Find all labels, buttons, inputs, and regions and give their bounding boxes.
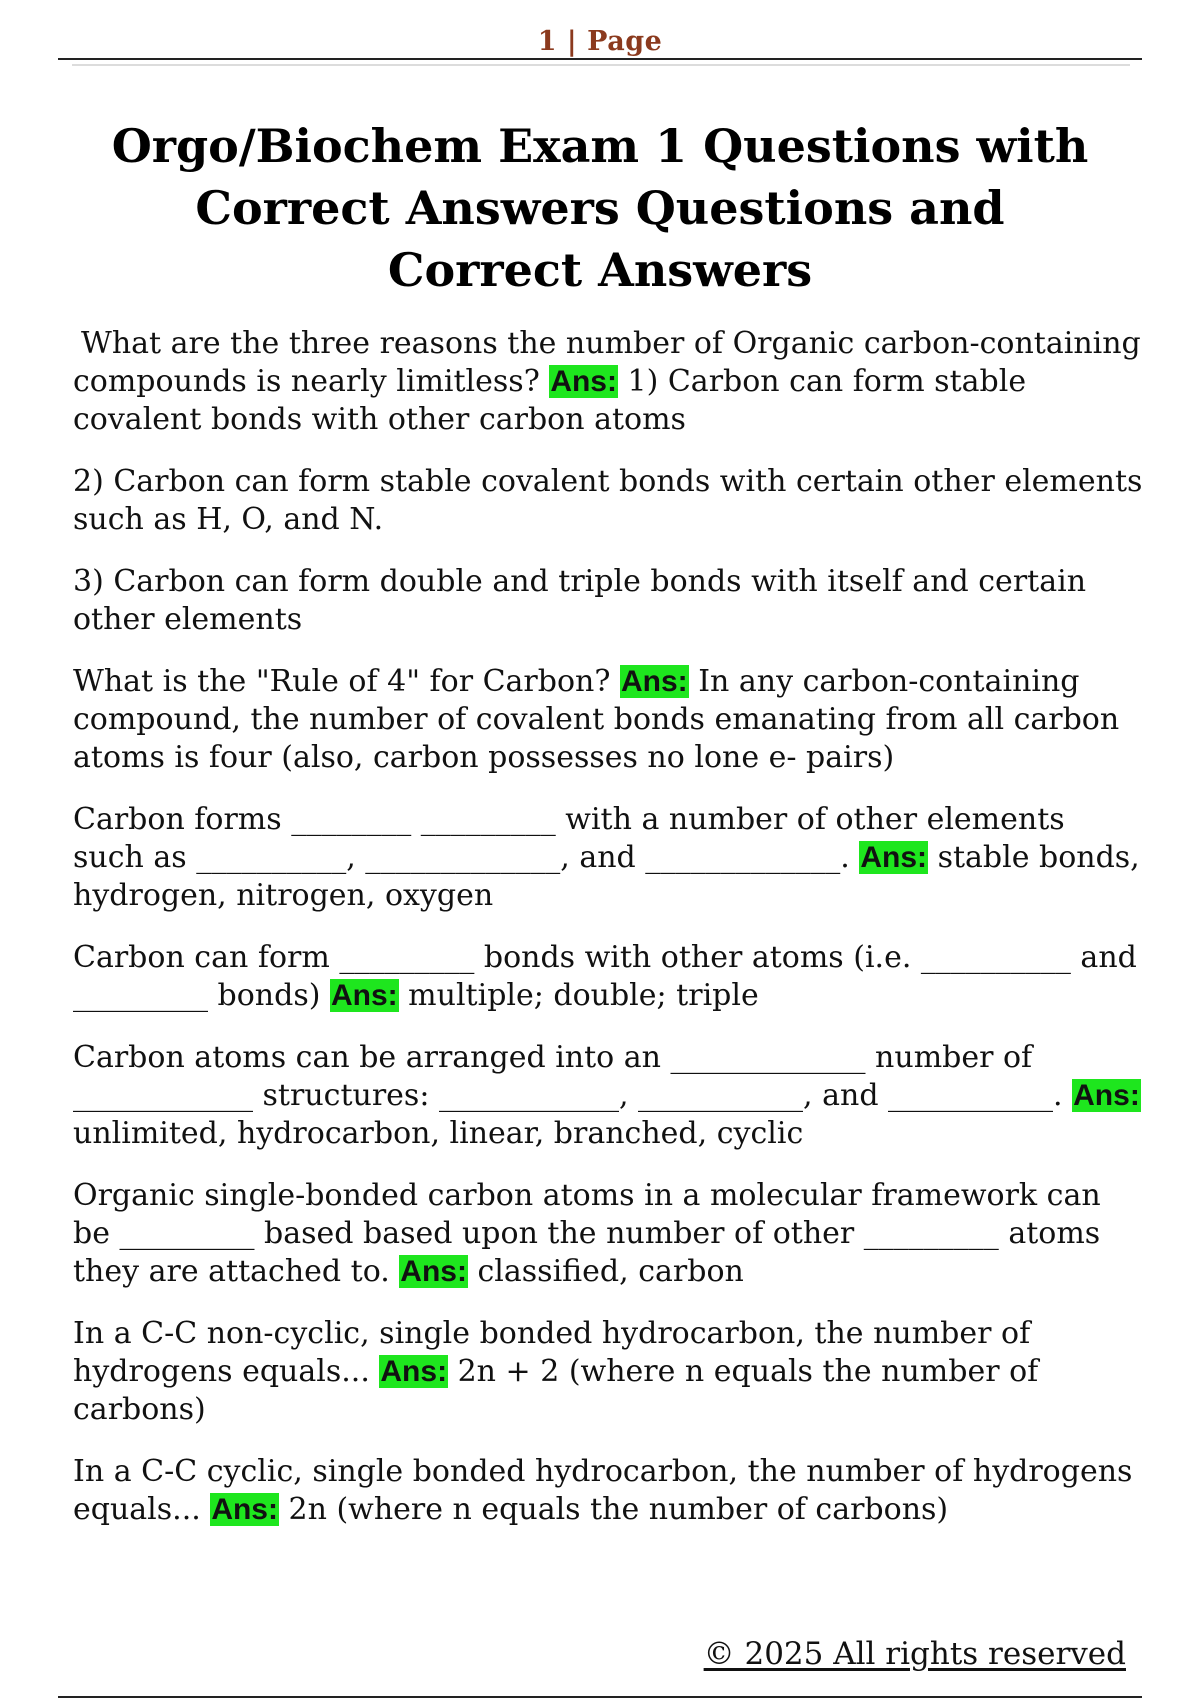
answer-text: 2n + 2 (where n equals the number of carbons) bbox=[73, 1354, 1039, 1427]
page-header bbox=[58, 0, 1142, 60]
question-text: 2) Carbon can form stable covalent bonds with certain other elements such as H, O, and N. bbox=[73, 464, 1143, 537]
footer-divider bbox=[58, 1696, 1142, 1698]
qa-paragraph bbox=[73, 1177, 1143, 1291]
copyright-notice: © 2025 All rights reserved bbox=[703, 1636, 1126, 1672]
qa-paragraph bbox=[73, 1315, 1143, 1429]
qa-paragraph bbox=[73, 463, 1143, 539]
qa-paragraph bbox=[73, 563, 1143, 639]
answer-label: Ans: bbox=[620, 665, 688, 698]
question-text: What are the three reasons the number of Organic carbon-containing compounds is nearly limitless? bbox=[73, 326, 1141, 399]
answer-label: Ans: bbox=[380, 1355, 448, 1388]
question-text: 3) Carbon can form double and triple bonds with itself and certain other elements bbox=[73, 564, 1087, 637]
qa-paragraph bbox=[73, 1039, 1143, 1153]
qa-paragraph bbox=[73, 801, 1143, 915]
answer-text: stable bonds, hydrogen, nitrogen, oxygen bbox=[73, 840, 1140, 913]
answer-label: Ans: bbox=[330, 979, 398, 1012]
answer-label: Ans: bbox=[550, 365, 617, 398]
question-text: Carbon can form _________ bonds with other atoms (i.e. __________ and _________ bonds) bbox=[73, 940, 1137, 1013]
answer-label: Ans: bbox=[211, 1493, 278, 1526]
answer-text: unlimited, hydrocarbon, linear, branched, cyclic bbox=[73, 1116, 804, 1151]
answer-text: 2n (where n equals the number of carbons) bbox=[278, 1492, 949, 1527]
document-title: Orgo/Biochem Exam 1 Questions with Correct Answers Questions and Correct Answers bbox=[111, 119, 1089, 297]
page-number: 1 | Page bbox=[537, 26, 663, 57]
question-text: Organic single-bonded carbon atoms in a molecular framework can be _________ based based upon the number of other _________ atoms they are attached to. bbox=[73, 1178, 1101, 1289]
answer-text: 1) Carbon can form stable covalent bonds with other carbon atoms bbox=[73, 364, 1027, 437]
qa-paragraph bbox=[73, 939, 1143, 1015]
question-text: Carbon atoms can be arranged into an _____________ number of ____________ structures: ____________, ___________, and ___________. bbox=[73, 1040, 1073, 1113]
question-text: What is the "Rule of 4" for Carbon? bbox=[73, 664, 620, 699]
answer-text: multiple; double; triple bbox=[398, 978, 759, 1013]
answer-label: Ans: bbox=[1073, 1079, 1140, 1112]
question-text: In a C-C non-cyclic, single bonded hydrocarbon, the number of hydrogens equals... bbox=[73, 1316, 1031, 1389]
qa-paragraph bbox=[73, 1453, 1143, 1529]
qa-paragraph bbox=[73, 663, 1143, 777]
answer-label: Ans: bbox=[400, 1255, 467, 1288]
question-text: Carbon forms ________ _________ with a number of other elements such as __________, _____________, and _____________. bbox=[73, 802, 1065, 875]
qa-list bbox=[73, 325, 1143, 1553]
qa-paragraph bbox=[73, 325, 1143, 439]
answer-text: classified, carbon bbox=[467, 1254, 744, 1289]
header-divider bbox=[72, 64, 1130, 66]
answer-text: In any carbon-containing compound, the number of covalent bonds emanating from all carbon atoms is four (also, carbon possesses no lone e- pairs) bbox=[73, 664, 1120, 775]
answer-label: Ans: bbox=[860, 841, 928, 874]
question-text: In a C-C cyclic, single bonded hydrocarbon, the number of hydrogens equals... bbox=[73, 1454, 1133, 1527]
